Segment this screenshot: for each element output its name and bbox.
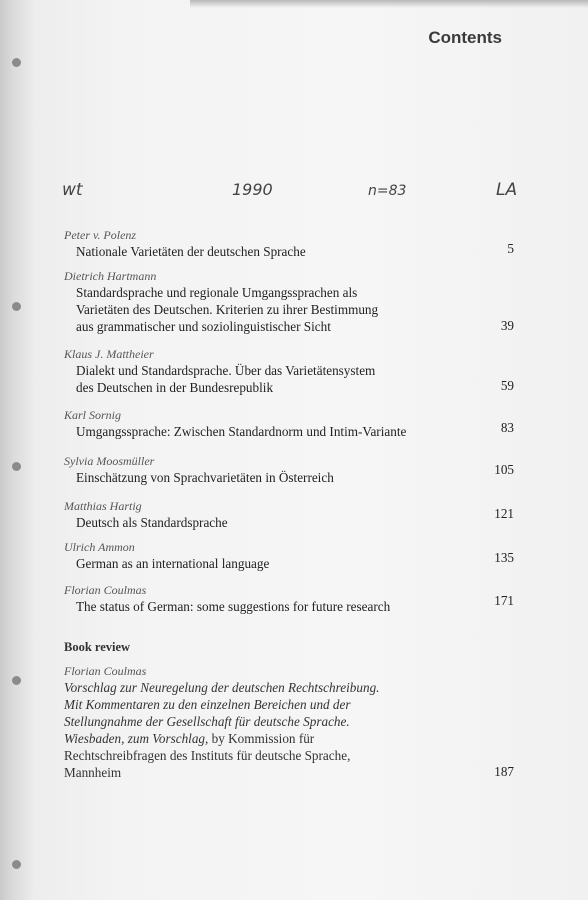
entry-page-number: 59 <box>500 378 514 393</box>
page-title: Contents <box>428 28 502 47</box>
entry-author: Peter v. Polenz <box>64 228 137 242</box>
entry-title: Nationale Varietäten der deutschen Sprache <box>76 244 306 259</box>
entry-author: Karl Sornig <box>64 408 122 422</box>
handwritten-note: n=83 <box>368 183 407 199</box>
staple-hole <box>12 676 21 685</box>
entry-title: Dialekt und Standardsprache. Über das Varietätensystem des Deutschen in der Bundesrepublik <box>76 363 376 395</box>
entry-title: Deutsch als Standardsprache <box>76 515 228 530</box>
entry-title: The status of German: some suggestions for future research <box>76 599 391 614</box>
entry-page-number: 171 <box>494 593 514 608</box>
entry-author: Dietrich Hartmann <box>64 269 157 283</box>
review-title-rest: by Kommission für Rechtschreibfragen des Instituts für deutsche Sprache, Mannheim <box>64 731 351 780</box>
handwritten-note: 1990 <box>232 180 273 199</box>
entry-author: Florian Coulmas <box>64 583 147 597</box>
staple-hole <box>12 462 21 471</box>
entry-page-number: 83 <box>500 420 514 435</box>
staple-hole <box>12 58 21 67</box>
staple-hole <box>12 860 21 869</box>
entry-page-number: 5 <box>507 241 514 256</box>
entry-author: Matthias Hartig <box>64 499 142 513</box>
review-title-italic: Vorschlag zur Neuregelung der deutschen Rechtschreibung. Mit Kommentaren zu den einzelnen Bereichen und der Stellungnahme der Gesellschaft für deutsche Sprache. Wiesbaden, zum Vorschlag, <box>64 680 380 746</box>
entry-page-number: 135 <box>494 550 514 565</box>
entry-page-number: 187 <box>494 764 514 779</box>
section-heading: Book review <box>64 640 131 654</box>
staple-hole <box>12 302 21 311</box>
entry-page-number: 105 <box>494 462 514 477</box>
binding-edge <box>0 0 34 900</box>
entry-title: German as an international language <box>76 556 270 571</box>
entry-author: Sylvia Moosmüller <box>64 454 155 468</box>
entry-title: Standardsprache und regionale Umgangssprachen als Varietäten des Deutschen. Kriterien zu ihrer Bestimmung aus grammatischer und soziolinguistischer Sicht <box>76 285 379 334</box>
entry-page-number: 39 <box>500 318 514 333</box>
handwritten-note: LA <box>496 180 518 200</box>
page-top-shadow <box>190 0 588 8</box>
entry-author: Klaus J. Mattheier <box>64 347 154 361</box>
handwritten-note: wt <box>62 180 83 200</box>
entry-author: Ulrich Ammon <box>64 540 135 554</box>
entry-title: Einschätzung von Sprachvarietäten in Österreich <box>76 470 334 485</box>
entry-author: Florian Coulmas <box>64 664 147 678</box>
entry-title: Umgangssprache: Zwischen Standardnorm und Intim-Variante <box>76 424 407 439</box>
entry-page-number: 121 <box>494 506 514 521</box>
